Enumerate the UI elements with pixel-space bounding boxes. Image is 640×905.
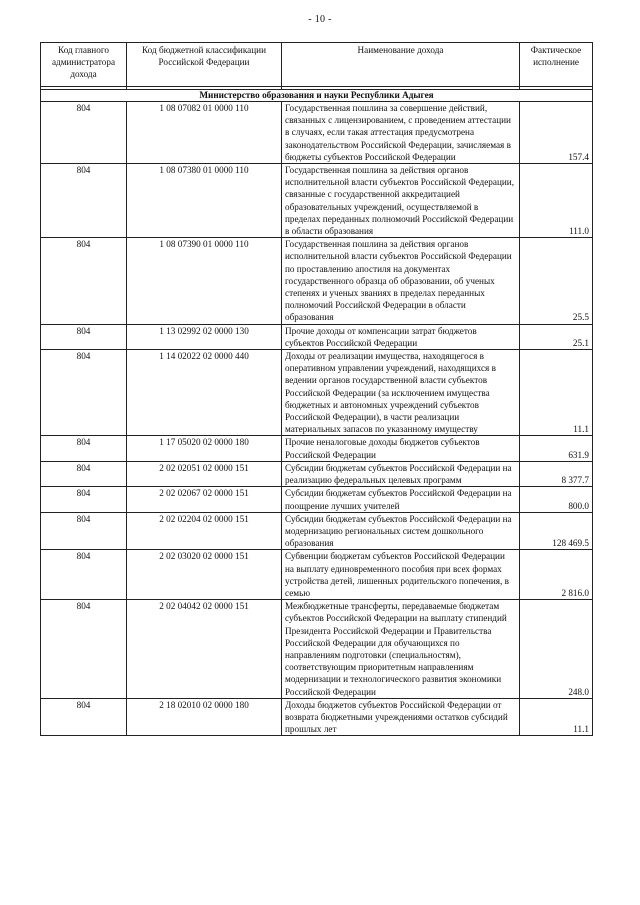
revenue-name-cell: Государственная пошлина за действия органов исполнительной власти субъектов Российской Федерации по проставлению апостиля на документах государственного образца об образовании, об ученых степенях и ученых званиях в пределах переданных полномочий Российской Федерации в области образования (282, 238, 520, 324)
classification-code-cell: 1 17 05020 02 0000 180 (127, 436, 282, 461)
classification-code-cell: 1 14 02022 02 0000 440 (127, 350, 282, 436)
table-row (41, 487, 593, 512)
revenue-name-cell: Субсидии бюджетам субъектов Российской Федерации на модернизацию региональных систем дошкольного образования (282, 512, 520, 550)
admin-code-cell: 804 (41, 350, 127, 436)
table-body (41, 87, 593, 736)
revenue-name-cell: Государственная пошлина за совершение действий, связанных с лицензированием, с проведением аттестации в случаях, если такая аттестация предусмотрена законодательством Российской Федерации, зачисляемая в бюджеты субъектов Российской Федерации (282, 102, 520, 164)
classification-code-cell: 1 08 07390 01 0000 110 (127, 238, 282, 324)
revenue-name-cell: Субвенции бюджетам субъектов Российской Федерации на выплату единовременного пособия при всех формах устройства детей, лишенных родительского попечения, в семью (282, 550, 520, 600)
amount-cell: 111.0 (520, 164, 593, 238)
revenue-name-cell: Государственная пошлина за действия органов исполнительной власти субъектов Российской Федерации, связанные с государственной аккредитацией образовательных учреждений, осуществляемой в пределах переданных полномочий Российской Федерации в области образования (282, 164, 520, 238)
admin-code-cell: 804 (41, 698, 127, 736)
revenue-name-cell: Доходы бюджетов субъектов Российской Федерации от возврата бюджетными учреждениями остатков субсидий прошлых лет (282, 698, 520, 736)
revenue-name-cell: Субсидии бюджетам субъектов Российской Федерации на реализацию федеральных целевых программ (282, 461, 520, 486)
amount-cell: 800.0 (520, 487, 593, 512)
amount-cell: 157.4 (520, 102, 593, 164)
table-row (41, 550, 593, 600)
classification-code-cell: 2 18 02010 02 0000 180 (127, 698, 282, 736)
table-row (41, 512, 593, 550)
header-actual-execution: Фактическое исполнение (520, 43, 593, 87)
revenue-name-cell: Межбюджетные трансферты, передаваемые бюджетам субъектов Российской Федерации на выплату стипендий Президента Российской Федерации и Правительства Российской Федерации для обучающихся по направлениям подготовки (специальностям), соответствующим приоритетным направлениям модернизации и технологического развития экономики Российской Федерации (282, 600, 520, 699)
table-row (41, 600, 593, 699)
admin-code-cell: 804 (41, 102, 127, 164)
amount-cell: 25.5 (520, 238, 593, 324)
table-row (41, 238, 593, 324)
table-row (41, 102, 593, 164)
admin-code-cell: 804 (41, 461, 127, 486)
admin-code-cell: 804 (41, 487, 127, 512)
classification-code-cell: 2 02 02051 02 0000 151 (127, 461, 282, 486)
revenue-table (40, 42, 593, 736)
classification-code-cell: 1 08 07380 01 0000 110 (127, 164, 282, 238)
amount-cell: 25.1 (520, 324, 593, 349)
classification-code-cell: 1 13 02992 02 0000 130 (127, 324, 282, 349)
revenue-name-cell: Прочие неналоговые доходы бюджетов субъектов Российской Федерации (282, 436, 520, 461)
amount-cell: 128 469.5 (520, 512, 593, 550)
table-row (41, 436, 593, 461)
revenue-name-cell: Доходы от реализации имущества, находящегося в оперативном управлении учреждений, находящихся в ведении органов государственной власти субъектов Российской Федерации (за исключением имущества бюджетных и автономных учреждений субъектов Российской Федерации), в части реализации материальных запасов по указанному имуществу (282, 350, 520, 436)
amount-cell: 8 377.7 (520, 461, 593, 486)
classification-code-cell: 2 02 02204 02 0000 151 (127, 512, 282, 550)
page-number: - 10 - (308, 14, 332, 25)
section-row (41, 90, 593, 102)
classification-code-cell: 2 02 02067 02 0000 151 (127, 487, 282, 512)
admin-code-cell: 804 (41, 600, 127, 699)
table-header (41, 43, 593, 87)
table-row (41, 461, 593, 486)
amount-cell: 248.0 (520, 600, 593, 699)
table-row (41, 164, 593, 238)
classification-code-cell: 2 02 04042 02 0000 151 (127, 600, 282, 699)
admin-code-cell: 804 (41, 512, 127, 550)
table-row (41, 324, 593, 349)
amount-cell: 11.1 (520, 350, 593, 436)
classification-code-cell: 1 08 07082 01 0000 110 (127, 102, 282, 164)
admin-code-cell: 804 (41, 324, 127, 349)
revenue-name-cell: Субсидии бюджетам субъектов Российской Федерации на поощрение лучших учителей (282, 487, 520, 512)
amount-cell: 2 816.0 (520, 550, 593, 600)
header-budget-classification-code: Код бюджетной классификации Российской Федерации (127, 43, 282, 87)
header-row (41, 43, 593, 87)
admin-code-cell: 804 (41, 164, 127, 238)
amount-cell: 11.1 (520, 698, 593, 736)
admin-code-cell: 804 (41, 436, 127, 461)
admin-code-cell: 804 (41, 238, 127, 324)
classification-code-cell: 2 02 03020 02 0000 151 (127, 550, 282, 600)
table-row (41, 350, 593, 436)
header-admin-code: Код главного администратора дохода (41, 43, 127, 87)
admin-code-cell: 804 (41, 550, 127, 600)
header-revenue-name: Наименование дохода (282, 43, 520, 87)
table-row (41, 698, 593, 736)
revenue-name-cell: Прочие доходы от компенсации затрат бюджетов субъектов Российской Федерации (282, 324, 520, 349)
amount-cell: 631.9 (520, 436, 593, 461)
section-title: Министерство образования и науки Республики Адыгея (41, 90, 593, 102)
